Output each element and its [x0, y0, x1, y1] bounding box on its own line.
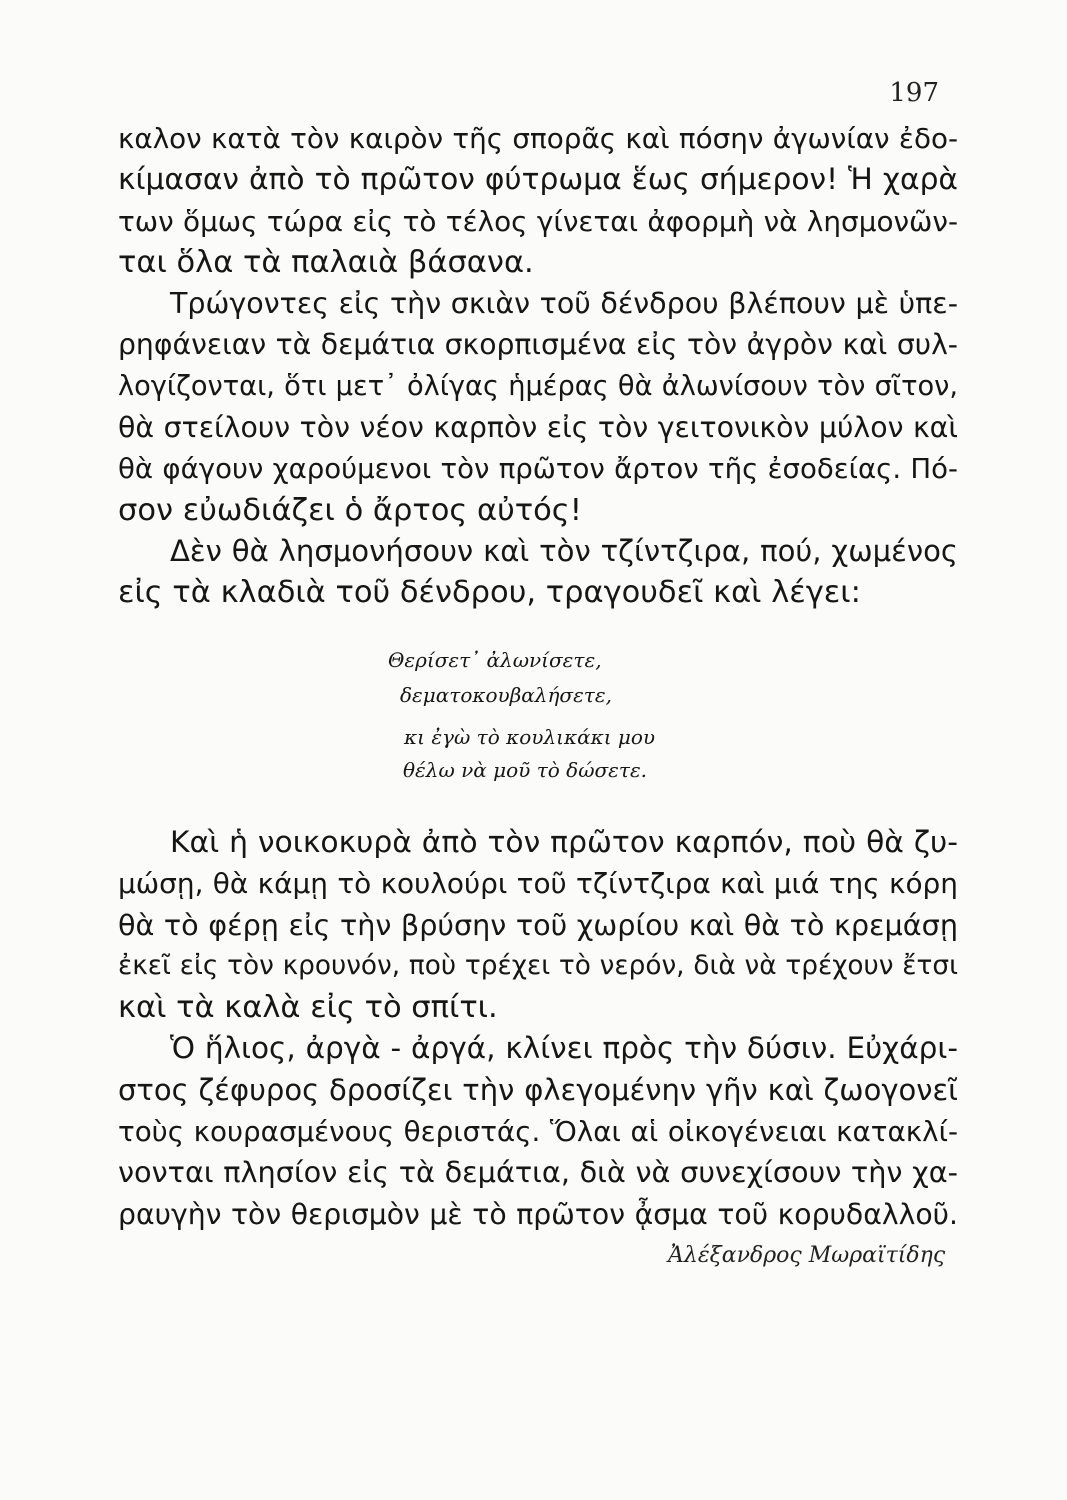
text-line: σον εὐωδιάζει ὁ ἄρτος αὐτός!	[118, 492, 582, 528]
text-line: ραυγὴν τὸν θερισμὸν μὲ τὸ πρῶτον ᾆσμα τοῦ κορυδαλλοῦ.	[118, 1197, 958, 1231]
text-line: θὰ τὸ φέρῃ εἰς τὴν βρύσην τοῦ χωρίου καὶ θὰ τὸ κρεμάσῃ	[118, 907, 958, 942]
page-number: 197	[889, 78, 939, 108]
text-line: ται ὅλα τὰ παλαιὰ βάσανα.	[118, 244, 534, 280]
text-line: λογίζονται, ὅτι μετ᾽ ὀλίγας ἡμέρας θὰ ἀλωνίσουν τὸν σῖτον,	[118, 370, 958, 402]
text-line: εἰς τὰ κλαδιὰ τοῦ δένδρου, τραγουδεῖ καὶ λέγει:	[118, 575, 861, 611]
verse-line: δεματοκουβαλήσετε,	[400, 683, 612, 707]
body-text-bottom	[118, 822, 958, 1235]
text-line: τοὺς κουρασμένους θεριστάς. Ὅλαι αἱ οἰκογένειαι κατακλί-	[118, 1115, 958, 1149]
verse-line: κι ἐγὼ τὸ κουλικάκι μου	[404, 725, 656, 749]
verse-line: θέλω νὰ μοῦ τὸ δώσετε.	[403, 758, 648, 782]
text-line: κίμασαν ἀπὸ τὸ πρῶτον φύτρωμα ἕως σήμερον! Ἡ χαρὰ	[118, 162, 958, 198]
text-line: καλον κατὰ τὸν καιρὸν τῆς σπορᾶς καὶ πόσην ἀγωνίαν ἐδο-	[118, 122, 958, 155]
text-line: των ὅμως τώρα εἰς τὸ τέλος γίνεται ἀφορμὴ νὰ λησμονῶν-	[118, 204, 958, 238]
text-line: θὰ στείλουν τὸν νέον καρπὸν εἰς τὸν γειτονικὸν μύλον καὶ	[118, 411, 958, 445]
text-line: ρηφάνειαν τὰ δεμάτια σκορπισμένα εἰς τὸν ἀγρὸν καὶ συλ-	[118, 328, 958, 362]
text-line: νονται πλησίον εἰς τὰ δεμάτια, διὰ νὰ συνεχίσουν τὴν χα-	[118, 1155, 958, 1190]
text-line: ἐκεῖ εἰς τὸν κρουνόν, ποὺ τρέχει τὸ νερόν, διὰ νὰ τρέχουν ἔτσι	[118, 950, 958, 981]
text-line: μώσῃ, θὰ κάμῃ τὸ κουλούρι τοῦ τζίντζιρα καὶ μιά της κόρη	[118, 867, 958, 901]
body-text-top	[118, 118, 958, 614]
text-line: Δὲν θὰ λησμονήσουν καὶ τὸν τζίντζιρα, πού, χωμένος	[170, 533, 958, 568]
verse-line: Θερίσετ᾽ ἀλωνίσετε,	[388, 648, 602, 672]
text-line: Ὁ ἥλιος, ἀργὰ - ἀργά, κλίνει πρὸς τὴν δύσιν. Εὐχάρι-	[170, 1031, 958, 1066]
text-line: Τρώγοντες εἰς τὴν σκιὰν τοῦ δένδρου βλέπουν μὲ ὑπε-	[170, 287, 958, 321]
text-line: στος ζέφυρος δροσίζει τὴν φλεγομένην γῆν καὶ ζωογονεῖ	[118, 1072, 958, 1107]
text-line: Καὶ ἡ νοικοκυρὰ ἀπὸ τὸν πρῶτον καρπόν, ποὺ θὰ ζυ-	[170, 825, 958, 860]
author-signature: Ἀλέξανδρος Μωραϊτίδης	[668, 1243, 946, 1268]
text-line: θὰ φάγουν χαρούμενοι τὸν πρῶτον ἄρτον τῆς ἐσοδείας. Πό-	[118, 452, 958, 486]
text-line: καὶ τὰ καλὰ εἰς τὸ σπίτι.	[118, 990, 498, 1026]
